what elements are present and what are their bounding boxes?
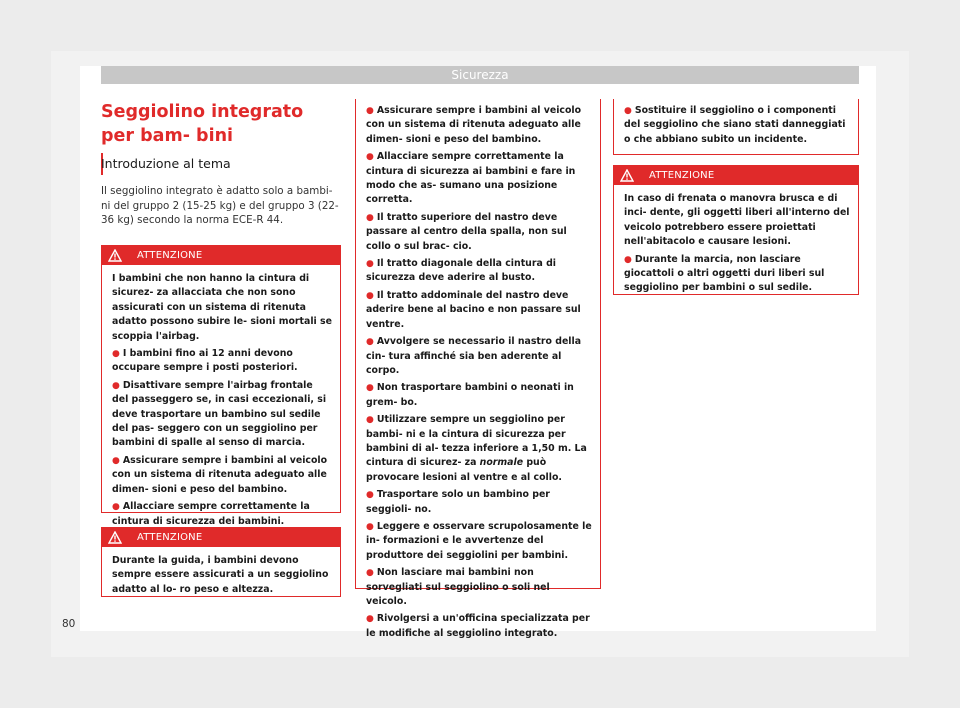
bullet-icon: ● — [366, 259, 374, 270]
list-item: ● Disattivare sempre l'airbag frontale del passeggero se, in casi eccezionali, si deve trasportare un bambino sul sedile del pas- seggero con un seggiolino per bambini di spalle al senso di marcia. — [112, 379, 327, 449]
bullet-icon: ● — [624, 254, 632, 265]
warning-box-1 — [101, 245, 341, 527]
list-item: ● Il tratto addominale del nastro deve aderire bene al bacino e non passare sul ventre. — [366, 289, 581, 330]
list-item: ● Non lasciare mai bambini non sorvegliati sul seggiolino o soli nel veicolo. — [366, 567, 550, 607]
bullet-icon: ● — [366, 521, 374, 532]
bullet-icon: ● — [366, 614, 374, 625]
warning-header — [102, 246, 340, 265]
warning-box-continued — [355, 99, 601, 639]
warning-lead: Durante la guida, i bambini devono sempre essere assicurati a un seggiolino adatto al lo- ro peso e altezza. — [112, 555, 329, 595]
warning-icon — [620, 169, 634, 182]
warning-icon — [108, 249, 122, 262]
italic-term: normale — [479, 457, 524, 469]
list-item: ● Trasportare solo un bambino per seggioli- no. — [366, 489, 550, 515]
list-item: ● Non trasportare bambini o neonati in grem- bo. — [366, 382, 574, 408]
list-item: ● Leggere e osservare scrupolosamente le in- formazioni e le avvertenze del produttore dei seggiolini per bambini. — [366, 520, 592, 561]
section-subtitle: Introduzione al tema — [101, 156, 231, 171]
list-item: ● Rivolgersi a un'officina specializzata per le modifiche al seggiolino integrato. — [366, 613, 590, 639]
warning-lead: I bambini che non hanno la cintura di sicurez- za allacciata che non sono assicurati con un sistema di ritenuta adatto possono subire le- sioni mortali se scoppia l'airbag. — [112, 273, 332, 342]
warning-icon — [108, 531, 122, 544]
warning-header — [102, 528, 340, 547]
list-item: ● Il tratto superiore del nastro deve passare al centro della spalla, non sul collo o sul brac- cio. — [366, 211, 567, 252]
warning-label: ATTENZIONE — [137, 532, 203, 543]
page-title: Seggiolino integrato per bam- bini — [101, 102, 304, 146]
bullet-icon: ● — [112, 380, 120, 391]
list-item: ● Allacciare sempre correttamente la cintura di sicurezza dei bambini. — [112, 501, 310, 527]
list-item: ● Sostituire il seggiolino o i componenti del seggiolino che siano stati danneggiati o che abbiano subito un incidente. — [624, 105, 846, 145]
bullet-icon: ● — [366, 290, 374, 301]
list-item: ● Allacciare sempre correttamente la cintura di sicurezza ai bambini e fare in modo che as- sumano una posizione corretta. — [366, 151, 576, 206]
bullet-icon: ● — [366, 152, 374, 163]
list-item: ● Utilizzare sempre un seggiolino per bambi- ni e la cintura di sicurezza per bambini di al- tezza inferiore a 1,50 m. La cintura di sicurez- za normale può provocare lesioni al ventre e al collo. — [366, 414, 587, 483]
bullet-icon: ● — [366, 490, 374, 501]
bullet-icon: ● — [624, 106, 632, 116]
warning-label: ATTENZIONE — [137, 250, 203, 261]
bullet-icon: ● — [366, 106, 374, 116]
list-item: ● Durante la marcia, non lasciare giocattoli o altri oggetti duri liberi sul seggiolino per bambini o sul sedile. — [624, 253, 825, 294]
bullet-icon: ● — [366, 383, 374, 394]
bullet-icon: ● — [112, 502, 120, 513]
list-item: ● Assicurare sempre i bambini al veicolo con un sistema di ritenuta adeguato alle dimen- sioni e peso del bambino. — [366, 105, 582, 145]
warning-lead: In caso di frenata o manovra brusca e di inci- dente, gli oggetti liberi all'interno del veicolo potrebbero essere proiettati nell'abitacolo e causare lesioni. — [624, 193, 850, 248]
list-item: ● Avvolgere se necessario il nastro della cin- tura affinché sia ben aderente al corpo. — [366, 336, 582, 376]
list-item: ● Assicurare sempre i bambini al veicolo con un sistema di ritenuta adeguato alle dimen- sioni e peso del bambino. — [112, 454, 328, 495]
list-item: ● Il tratto diagonale della cintura di sicurezza deve aderire al busto. — [366, 258, 556, 284]
bullet-icon: ● — [112, 349, 120, 360]
bullet-icon: ● — [366, 415, 374, 426]
intro-paragraph: Il seggiolino integrato è adatto solo a bambi- ni del gruppo 2 (15-25 kg) e del gruppo 3 (22-36 kg) secondo la norma ECE-R 44. — [101, 185, 339, 227]
bullet-icon: ● — [366, 568, 374, 579]
warning-box-continued-2 — [613, 99, 859, 155]
bullet-icon: ● — [366, 337, 374, 348]
page-number: 80 — [62, 618, 76, 630]
bullet-icon: ● — [112, 455, 120, 466]
warning-header — [614, 166, 858, 185]
warning-label: ATTENZIONE — [649, 170, 715, 181]
bullet-icon: ● — [366, 212, 374, 223]
section-header: Sicurezza — [101, 66, 859, 84]
warning-box-2 — [101, 527, 341, 597]
warning-box-3 — [613, 165, 859, 295]
list-item: ● I bambini fino ai 12 anni devono occupare sempre i posti posteriori. — [112, 348, 298, 374]
